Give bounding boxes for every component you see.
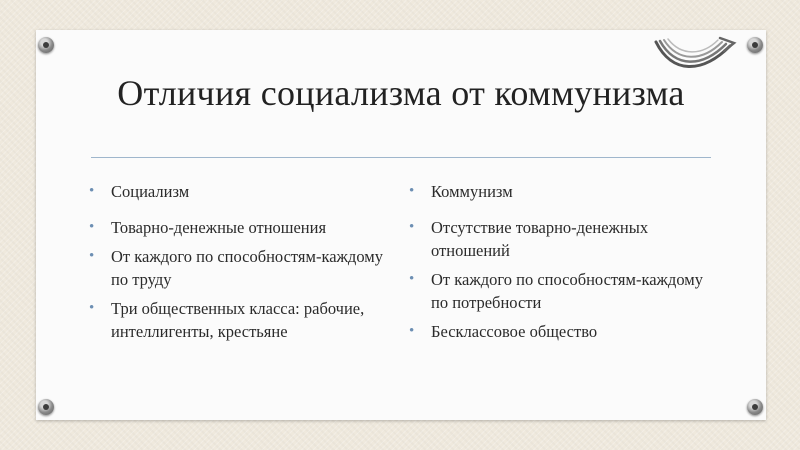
push-pin-icon [747,399,763,415]
list-item: • От каждого по способностям-каждому по труду [89,245,389,291]
title-divider [91,157,711,158]
push-pin-icon [747,37,763,53]
socialism-column [89,180,389,343]
slide-card [36,30,766,420]
push-pin-icon [38,399,54,415]
list-item: • Три общественных класса: рабочие, интеллигенты, крестьяне [89,297,389,343]
column-heading: • Коммунизм [409,180,709,203]
push-pin-icon [38,37,54,53]
communism-column [409,180,709,343]
list-item: • От каждого по способностям-каждому по потребности [409,268,709,314]
list-item: • Бесклассовое общество [409,320,709,343]
list-item: • Товарно-денежные отношения [89,216,389,239]
list-item: • Отсутствие товарно-денежных отношений [409,216,709,262]
slide-title: Отличия социализма от коммунизма [117,73,685,113]
column-heading: • Социализм [89,180,389,203]
